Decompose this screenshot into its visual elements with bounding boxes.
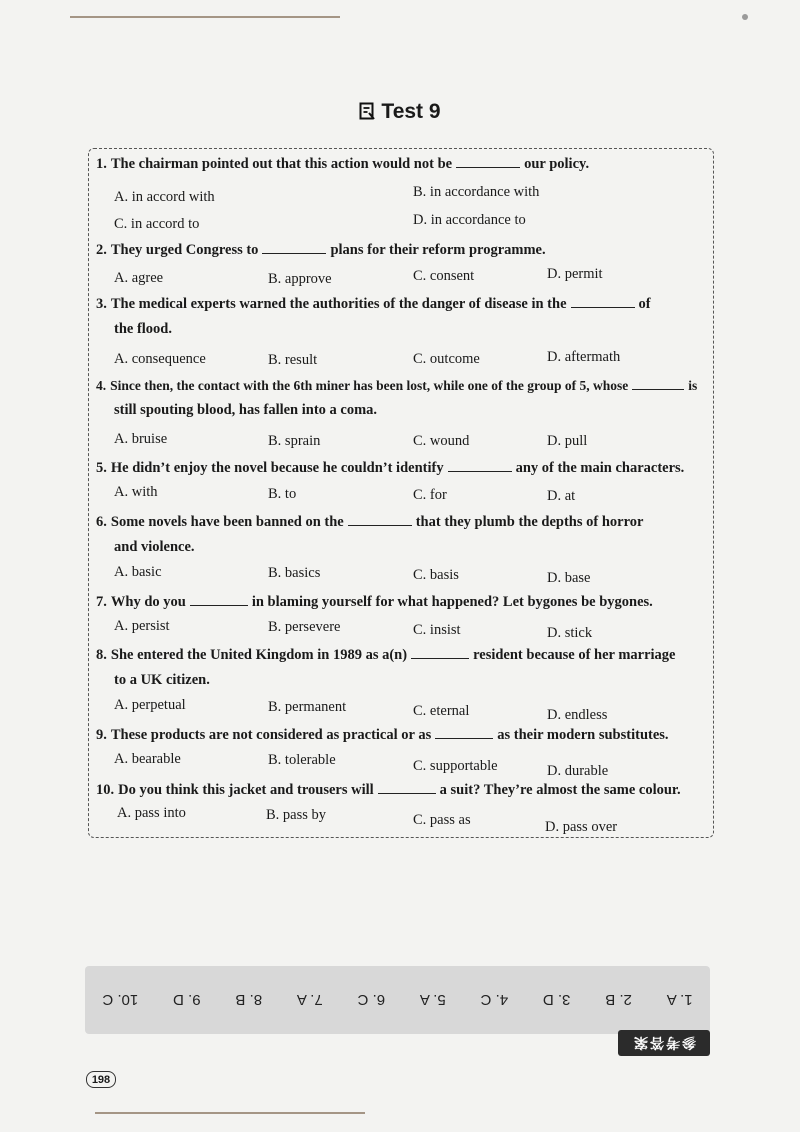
- option-a[interactable]: A. with: [114, 484, 158, 500]
- option-a[interactable]: A. bruise: [114, 431, 168, 447]
- answer-key-label: 参考答案: [618, 1030, 710, 1056]
- question-number: 5.: [96, 460, 107, 476]
- question-number: 9.: [96, 727, 107, 743]
- answer-key-list: [85, 985, 710, 1015]
- option-a[interactable]: A. consequence: [114, 351, 206, 367]
- answer-item: 2. B: [605, 991, 632, 1009]
- option-b[interactable]: B. pass by: [266, 807, 327, 823]
- answer-blank: [348, 513, 412, 526]
- question-number: 2.: [96, 242, 107, 258]
- option-d[interactable]: D. in accordance to: [413, 212, 526, 228]
- question-text: These products are not considered as practical or as: [110, 727, 432, 743]
- option-d[interactable]: D. base: [547, 570, 591, 586]
- question-text-end: is: [688, 378, 698, 393]
- answer-item: 4. C: [480, 991, 509, 1009]
- answer-blank: [378, 781, 436, 794]
- question-number: 3.: [96, 296, 107, 312]
- option-c[interactable]: C. eternal: [413, 703, 470, 719]
- option-a[interactable]: A. in accord with: [114, 189, 215, 205]
- scan-dot: [742, 14, 748, 20]
- answer-blank: [571, 295, 635, 308]
- option-c[interactable]: C. in accord to: [114, 216, 200, 232]
- answer-blank: [448, 459, 512, 472]
- question-text: She entered the United Kingdom in 1989 as a(n): [110, 647, 408, 663]
- option-a[interactable]: A. persist: [114, 618, 170, 634]
- answer-item: 8. B: [235, 991, 263, 1009]
- option-b[interactable]: B. permanent: [268, 699, 347, 715]
- question-number: 8.: [96, 647, 107, 663]
- answer-blank: [456, 155, 520, 168]
- question-text: Since then, the contact with the 6th miner has been lost, while one of the group of 5, whose: [110, 378, 629, 393]
- question-text-continued: the flood.: [114, 321, 172, 338]
- option-c[interactable]: C. consent: [413, 268, 475, 284]
- answer-blank: [435, 726, 493, 739]
- answer-item: 6. C: [357, 991, 386, 1009]
- question-text-end: resident because of her marriage: [473, 647, 676, 663]
- question-text-end: that they plumb the depths of horror: [415, 514, 644, 530]
- question-text: Why do you: [110, 594, 186, 610]
- question-6: [96, 510, 710, 561]
- question-text-end: in blaming yourself for what happened? Let bygones be bygones.: [251, 594, 653, 610]
- option-c[interactable]: C. pass as: [413, 812, 471, 828]
- option-d[interactable]: D. pull: [547, 433, 588, 449]
- option-d[interactable]: D. durable: [547, 763, 609, 779]
- answer-blank: [411, 646, 469, 659]
- option-b[interactable]: B. approve: [268, 271, 332, 287]
- question-number: 1.: [96, 156, 107, 172]
- question-text: Do you think this jacket and trousers will: [118, 782, 374, 798]
- answer-item: 10. C: [102, 991, 139, 1009]
- question-text: The medical experts warned the authorities of the danger of disease in the: [110, 296, 567, 312]
- question-9: [96, 723, 710, 748]
- option-d[interactable]: D. aftermath: [547, 349, 621, 365]
- option-b[interactable]: B. tolerable: [268, 752, 336, 768]
- option-c[interactable]: C. for: [413, 487, 447, 503]
- option-a[interactable]: A. agree: [114, 270, 164, 286]
- question-4: [96, 374, 710, 423]
- option-b[interactable]: B. result: [268, 352, 318, 368]
- question-text: They urged Congress to: [110, 242, 259, 258]
- answer-item: 7. A: [296, 991, 323, 1009]
- answer-blank: [632, 377, 684, 390]
- question-number: 10.: [96, 782, 115, 798]
- option-a[interactable]: A. basic: [114, 564, 162, 580]
- option-c[interactable]: C. outcome: [413, 351, 480, 367]
- answer-blank: [190, 593, 248, 606]
- question-text-end: any of the main characters.: [515, 460, 685, 476]
- option-c[interactable]: C. wound: [413, 433, 470, 449]
- bottom-decorative-rule: [95, 1112, 365, 1114]
- question-text-end: a suit? They’re almost the same colour.: [439, 782, 681, 798]
- option-b[interactable]: B. persevere: [268, 619, 341, 635]
- option-c[interactable]: C. basis: [413, 567, 459, 583]
- page-title: [0, 100, 800, 124]
- question-number: 6.: [96, 514, 107, 530]
- option-a[interactable]: A. perpetual: [114, 697, 186, 713]
- option-b[interactable]: B. sprain: [268, 433, 321, 449]
- option-c[interactable]: C. insist: [413, 622, 461, 638]
- question-text-end: as their modern substitutes.: [497, 727, 669, 743]
- question-text: He didn’t enjoy the novel because he couldn’t identify: [110, 460, 444, 476]
- question-number: 4.: [96, 378, 107, 393]
- question-text-end: our policy.: [524, 156, 590, 172]
- answer-item: 1. A: [666, 991, 693, 1009]
- option-d[interactable]: D. endless: [547, 707, 608, 723]
- question-text: Some novels have been banned on the: [110, 514, 344, 530]
- test-document-icon: [359, 102, 375, 120]
- question-text-end: plans for their reform programme.: [330, 242, 546, 258]
- question-2: [96, 238, 710, 263]
- question-5: [96, 456, 710, 481]
- option-b[interactable]: B. to: [268, 486, 297, 502]
- question-10: [96, 778, 710, 803]
- question-number: 7.: [96, 594, 107, 610]
- option-a[interactable]: A. bearable: [114, 751, 181, 767]
- answer-item: 3. D: [542, 991, 571, 1009]
- question-1: [96, 152, 710, 177]
- question-text-continued: and violence.: [114, 539, 195, 556]
- option-d[interactable]: D. permit: [547, 266, 603, 282]
- top-decorative-rule: [70, 16, 340, 18]
- page-number: 198: [86, 1071, 116, 1088]
- option-d[interactable]: D. stick: [547, 625, 593, 641]
- answer-blank: [262, 241, 326, 254]
- option-b[interactable]: B. in accordance with: [413, 184, 540, 200]
- title-text: Test 9: [381, 100, 441, 123]
- question-text-end: of: [638, 296, 651, 312]
- option-a[interactable]: A. pass into: [117, 805, 186, 821]
- question-text-continued: to a UK citizen.: [114, 672, 210, 689]
- option-c[interactable]: C. supportable: [413, 758, 498, 774]
- option-d[interactable]: D. at: [547, 488, 576, 504]
- option-b[interactable]: B. basics: [268, 565, 321, 581]
- question-text-continued: still spouting blood, has fallen into a coma.: [114, 401, 378, 418]
- question-3: [96, 292, 710, 343]
- answer-item: 9. D: [173, 991, 201, 1009]
- option-d[interactable]: D. pass over: [545, 819, 618, 835]
- question-7: [96, 590, 710, 615]
- question-text: The chairman pointed out that this action would not be: [110, 156, 453, 172]
- answer-item: 5. A: [419, 991, 446, 1009]
- question-8: [96, 643, 710, 694]
